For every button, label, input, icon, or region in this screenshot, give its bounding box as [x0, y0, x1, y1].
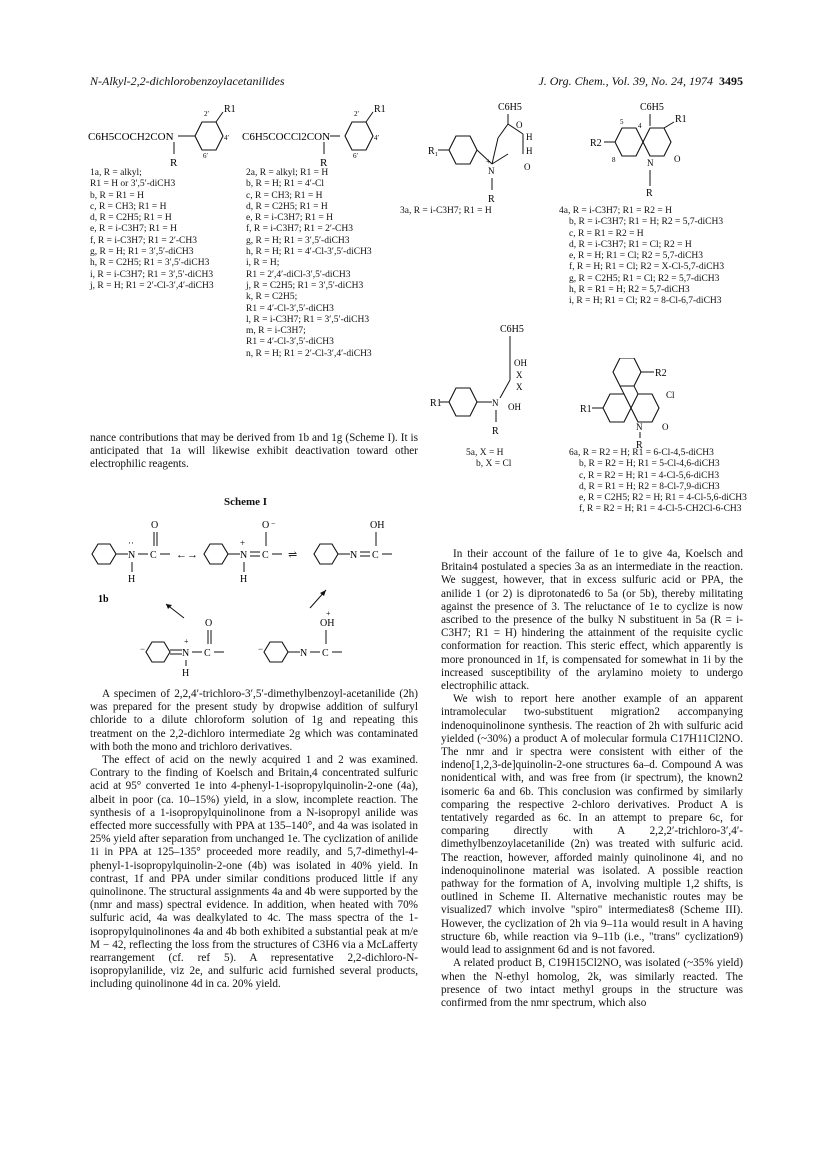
- svg-text:N: N: [240, 550, 248, 561]
- left-column-intro: [90, 432, 418, 472]
- compound-list-1: [90, 168, 214, 292]
- svg-text:R: R: [636, 440, 643, 448]
- svg-text:R: R: [488, 194, 495, 205]
- list-item: d, R = R1 = H; R2 = 8-Cl-7,9-diCH3: [579, 481, 720, 492]
- list-item: 6a, R = R2 = H; R1 = 6-Cl-4,5-diCH3: [569, 448, 714, 458]
- list-item: m, R = i-C3H7;: [246, 326, 306, 337]
- structure-3-top: C6H5: [498, 102, 522, 113]
- list-item: 2a, R = alkyl; R1 = H: [246, 168, 329, 178]
- list-item: h, R = C2H5; R1 = 3′,5′-diCH3: [90, 258, 210, 269]
- svg-text:+: +: [326, 609, 331, 618]
- page-number: 3495: [719, 74, 743, 88]
- scheme-title: Scheme I: [224, 496, 268, 508]
- running-head-journal: [538, 74, 743, 89]
- svg-text:X: X: [516, 370, 523, 380]
- svg-text:C: C: [204, 648, 211, 659]
- right-column-body: [441, 548, 743, 1010]
- structure-2: [242, 100, 392, 170]
- paragraph: We wish to report here another example of an apparent intramolecular two-substituent migration2 accompanying indenoquinolinone synthesis. The reaction of 2h with sulfuric acid yielded (~30%) a product A of molecular formula C17H11Cl2NO. The nmr and ir spectra were consistent with either of the indeno[1,2,3-de]quinolin-2-one structures 6a–d. Compound A was nonidentical with, and was free from (ir spectrum), the known2 isomeric 6a and 6b. This conclusion was confirmed by similarly comparing the respective 2-chloro derivatives. Product A is tentatively regarded as 6c. In an attempt to prepare 6c, for comparing directly with A 2,2,2′-trichloro-3′,4′-dimethylbenzoylacetanilide (2n) was treated with sulfuric acid. The reaction, however, afforded mainly quinolinone 4i, and no indenoquinolinone material was isolated. A possible reaction pathway for the formation of A, involving multiple 1,2 shifts, is outlined in Scheme II. Alternative mechanistic routes may be visualized7 which involve "spiro" intermediates8 (Scheme III). However, the cyclization of 2h via 9–11a would result in A having structure 6b, while reaction via 9–11b (i.e., "trans" cyclization9) would lead to assignment 6d and is not favored.: [441, 693, 743, 957]
- paragraph: In their account of the failure of 1e to give 4a, Koelsch and Britain4 postulated a species 3a as an intermediate in the reaction. We suggest, however, that in excess sulfuric acid or PPA, the anilide 1 (or 2) is diprotonated6 to 5a (or 5b), thereby militating against the presence of 3. The reluctance of 1e to cyclize is now ascribed to the presence of the bulky N substituent in 5a (R = i-C3H7; R1 = H) hindering the attainment of the requisite cyclic conformation for reaction. This steric effect, which apparently is more pronounced in 1f, is compensated for somewhat in 1i by the increased susceptibility of the arylamino moiety to undergo electrophilic attack.: [441, 548, 743, 693]
- svg-text:+: +: [240, 538, 246, 548]
- structure-2-r: R: [320, 157, 328, 169]
- list-item: R1 = H or 3′,5′-diCH3: [90, 179, 176, 190]
- svg-text:4′: 4′: [374, 134, 380, 142]
- svg-text:−: −: [258, 644, 264, 654]
- list-item: b, X = Cl: [476, 459, 512, 470]
- paragraph: The effect of acid on the newly acquired 1 and 2 was examined. Contrary to the finding of Koelsch and Britain,4 concentrated sulfuric acid at 95° converted 1e into 4-phenyl-1-isopropylquinolin-2-one (4a), albeit in poor (ca. 10–15%) yield, in a slow, incomplete reaction. The synthesis of a 1-isopropylquinolinone from a N-isopropyl anilide was effected more successfully with PPA at 135–140°, and 4a was isolated in 25% yield after separation from unchanged 1e. The cyclization of anilide 1i in PPA at 125–135° proceeded more readily, and 5,7-dimethyl-4-phenyl-1-isopropylquinolin-2-one (4b) was isolated in 40% yield. In contrast, 1f and PPA under similar conditions produced little if any quinolinone. The structural assignments 4a and 4b were supported by the (nmr and mass) spectral evidence. In addition, when heated with 70% sulfuric acid, 4a was dealkylated to 4c. The mass spectra of the 1-isopropylquinolinones 4a and 4b both exhibited a substantial peak at m/e M − 42, reflecting the loss from the structures of C3H6 via a McLafferty rearrangement (cf. ref 5). A representative 2,2-dichloro-N-isopropylanilide, viz 2e, and sulfuric acid furnished several products, including quinolinone 4d in ca. 20% yield.: [90, 754, 418, 991]
- svg-text:O: O: [516, 120, 523, 130]
- scheme-oh1: OH: [370, 520, 385, 531]
- list-item: f, R = i-C3H7; R1 = 2′-CH3: [246, 224, 354, 235]
- structure-4-top: C6H5: [640, 102, 664, 113]
- svg-text:C: C: [262, 550, 269, 561]
- svg-text:O: O: [205, 618, 213, 629]
- list-item: e, R = i-C3H7; R1 = H: [90, 224, 177, 235]
- svg-text:+: +: [184, 637, 189, 646]
- list-item: h, R = R1 = H; R2 = 5,7-diCH3: [569, 285, 690, 296]
- structure-6-r2: R2: [655, 368, 667, 379]
- svg-text:←→: ←→: [176, 549, 198, 561]
- list-item: i, R = H;: [246, 258, 280, 269]
- structure-2-formula: C6H5COCCl2CON: [242, 131, 331, 143]
- structure-1-r: R: [170, 157, 178, 169]
- journal-citation: J. Org. Chem., Vol. 39, No. 24, 1974: [538, 74, 713, 88]
- list-item: c, R = CH3; R1 = H: [246, 190, 323, 201]
- svg-text:−: −: [271, 519, 276, 528]
- svg-text:N: N: [488, 166, 495, 176]
- svg-text:N: N: [647, 158, 654, 168]
- svg-text:2′: 2′: [354, 110, 360, 118]
- svg-text:6′: 6′: [203, 152, 209, 160]
- svg-text:C: C: [372, 550, 379, 561]
- list-item: j, R = H; R1 = 2′-Cl-3′,4′-diCH3: [90, 280, 214, 291]
- svg-text:X: X: [516, 382, 523, 392]
- list-item: c, R = R1 = R2 = H: [569, 228, 644, 239]
- svg-text:OH: OH: [514, 358, 527, 368]
- structure-6-r1: R1: [580, 404, 592, 415]
- list-item: d, R = i-C3H7; R1 = Cl; R2 = H: [569, 239, 692, 250]
- compound-list-2: [246, 168, 372, 360]
- svg-text:N: N: [128, 550, 136, 561]
- list-item: d, R = C2H5; R1 = H: [90, 213, 172, 224]
- left-column-body: [90, 688, 418, 992]
- list-item: n, R = H; R1 = 2′-Cl-3′,4′-diCH3: [246, 348, 372, 359]
- list-item: 4a, R = i-C3H7; R1 = R2 = H: [559, 206, 672, 216]
- list-item: i, R = H; R1 = Cl; R2 = 8-Cl-6,7-diCH3: [569, 296, 722, 307]
- list-item: R1 = 4′-Cl-3′,5′-diCH3: [246, 303, 334, 314]
- svg-text:+: +: [486, 157, 491, 166]
- svg-text:R₁: R₁: [428, 146, 439, 157]
- svg-text:5: 5: [620, 118, 624, 126]
- svg-text:O: O: [262, 520, 270, 531]
- list-item: g, R = H; R1 = 3′,5′-diCH3: [90, 247, 194, 258]
- list-item: e, R = i-C3H7; R1 = H: [246, 213, 333, 224]
- list-item: 1a, R = alkyl;: [90, 168, 142, 178]
- svg-text:H: H: [526, 146, 533, 156]
- svg-text:OH: OH: [320, 618, 335, 629]
- scheme-o1: O: [151, 520, 159, 531]
- compound-list-5: [466, 448, 511, 471]
- svg-text:8: 8: [612, 156, 616, 164]
- list-item: l, R = i-C3H7; R1 = 3′,5′-diCH3: [246, 314, 370, 325]
- compound-3-label: 3a, R = i-C3H7; R1 = H: [400, 206, 492, 216]
- svg-text:R: R: [646, 188, 653, 199]
- svg-text:C: C: [322, 648, 329, 659]
- scheme-compound-label: 1b: [98, 594, 109, 605]
- list-item: b, R = R1 = H: [90, 190, 144, 201]
- svg-text:4: 4: [638, 122, 642, 130]
- list-item: 5a, X = H: [466, 448, 504, 458]
- svg-text:2′: 2′: [204, 110, 210, 118]
- svg-text:N: N: [492, 398, 499, 408]
- list-item: f, R = i-C3H7; R1 = 2′-CH3: [90, 235, 198, 246]
- structure-1: [88, 100, 238, 170]
- svg-text:C: C: [150, 550, 157, 561]
- svg-text:··: ··: [128, 538, 134, 548]
- list-item: R1 = 2′,4′-diCl-3′,5′-diCH3: [246, 269, 351, 280]
- paragraph: nance contributions that may be derived from 1b and 1g (Scheme I). It is anticipated that 1a will likewise exhibit deactivation toward other electrophilic reagents.: [90, 432, 418, 471]
- list-item: g, R = C2H5; R1 = Cl; R2 = 5,7-diCH3: [569, 273, 720, 284]
- list-item: e, R = C2H5; R2 = H; R1 = 4-Cl-5,6-diCH3: [579, 493, 747, 504]
- structure-3: [428, 98, 568, 213]
- list-item: g, R = H; R1 = 3′,5′-diCH3: [246, 235, 350, 246]
- list-item: i, R = i-C3H7; R1 = 3′,5′-diCH3: [90, 269, 214, 280]
- svg-text:O: O: [524, 162, 531, 172]
- list-item: j, R = C2H5; R1 = 3′,5′-diCH3: [246, 280, 364, 291]
- running-head-title: N-Alkyl-2,2-dichlorobenzoylacetanilides: [90, 74, 285, 88]
- structure-6: [580, 358, 720, 448]
- paragraph: A related product B, C19H15Cl2NO, was isolated (~35% yield) when the N-ethyl homolog, 2k, was similarly reacted. The presence of two intact methyl groups in the structure was confirmed from the nmr spectrum, which also: [441, 957, 743, 1009]
- svg-text:R: R: [492, 426, 499, 437]
- list-item: c, R = R2 = H; R1 = 4-Cl-5,6-diCH3: [579, 470, 720, 481]
- list-item: R1 = 4′-Cl-3′,5′-diCH3: [246, 337, 334, 348]
- svg-text:H: H: [526, 132, 533, 142]
- svg-text:−: −: [140, 644, 146, 654]
- compound-list-4: [559, 206, 724, 308]
- list-item: e, R = H; R1 = Cl; R2 = 5,7-diCH3: [569, 251, 704, 262]
- svg-text:N: N: [636, 422, 643, 432]
- svg-text:OH: OH: [508, 402, 521, 412]
- structure-4: [578, 98, 718, 213]
- svg-text:H: H: [240, 574, 248, 585]
- structure-2-r1: R1: [374, 104, 386, 115]
- list-item: k, R = C2H5;: [246, 292, 298, 303]
- svg-text:N: N: [300, 648, 308, 659]
- svg-text:6′: 6′: [353, 152, 359, 160]
- structure-5-r1: R1: [430, 398, 442, 409]
- list-item: f, R = H; R1 = Cl; R2 = X-Cl-5,7-diCH3: [569, 262, 725, 273]
- list-item: d, R = C2H5; R1 = H: [246, 201, 328, 212]
- structure-5: [430, 320, 550, 440]
- scheme-1: [88, 516, 418, 676]
- svg-text:N: N: [350, 550, 358, 561]
- structure-1-formula: C6H5COCH2CON: [88, 131, 174, 143]
- svg-text:N: N: [182, 648, 190, 659]
- paragraph: A specimen of 2,2,4′-trichloro-3′,5′-dimethylbenzoyl-acetanilide (2h) was prepared for the present study by dropwise addition of sulfuryl chloride to a dilute chloroform solution of 1g and repeating this treatment on the 2,2-dichloro intermediate 2g which was contaminated with both the mono and trichloro derivatives.: [90, 688, 418, 753]
- svg-text:H: H: [182, 668, 190, 676]
- list-item: f, R = R2 = H; R1 = 4-Cl-5-CH2Cl-6-CH3: [579, 504, 742, 515]
- list-item: b, R = H; R1 = 4′-Cl: [246, 179, 324, 190]
- svg-text:4′: 4′: [224, 134, 230, 142]
- structure-1-r1: R1: [224, 104, 236, 115]
- structure-4-r1: R1: [675, 114, 687, 125]
- svg-text:⇌: ⇌: [288, 549, 298, 561]
- list-item: b, R = R2 = H; R1 = 5-Cl-4,6-diCH3: [579, 459, 720, 470]
- structure-4-r2: R2: [590, 138, 602, 149]
- list-item: b, R = i-C3H7; R1 = H; R2 = 5,7-diCH3: [569, 217, 724, 228]
- list-item: c, R = CH3; R1 = H: [90, 201, 167, 212]
- svg-text:Cl: Cl: [666, 390, 675, 400]
- svg-text:O: O: [662, 422, 669, 432]
- compound-list-6: [569, 448, 747, 516]
- scheme-h1: H: [128, 574, 136, 585]
- structure-5-top: C6H5: [500, 324, 524, 335]
- list-item: h, R = H; R1 = 4′-Cl-3′,5′-diCH3: [246, 247, 372, 258]
- svg-text:O: O: [674, 154, 681, 164]
